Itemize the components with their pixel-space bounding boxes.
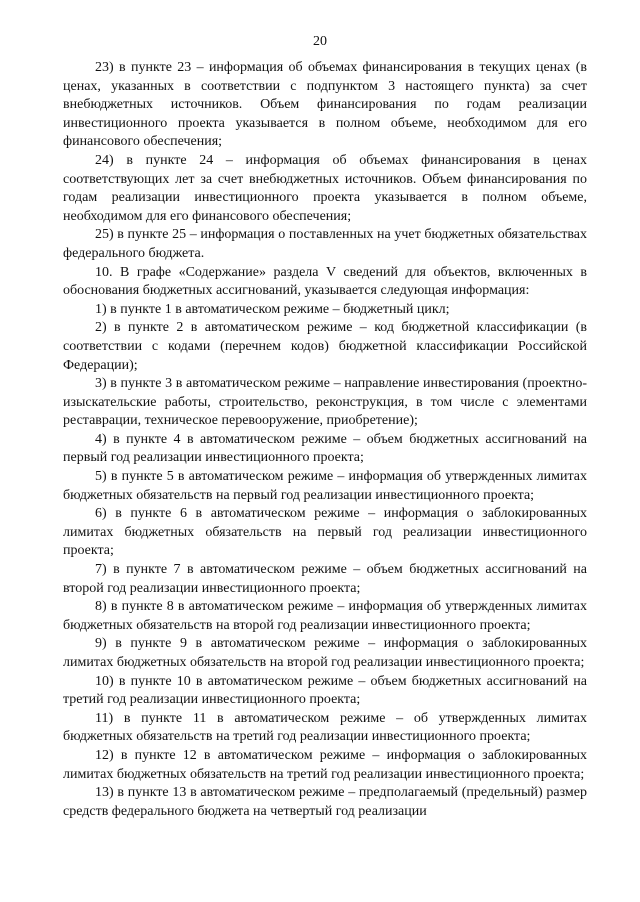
page-number: 20: [313, 34, 327, 49]
paragraph-item-11: 11) в пункте 11 в автоматическом режиме – об утвержденных лимитах бюджетных обязательств на третий год реализации инвестиционного проекта;: [63, 710, 587, 745]
paragraph-item-8: 8) в пункте 8 в автоматическом режиме – информация об утвержденных лимитах бюджетных обязательств на второй год реализации инвестиционного проекта;: [63, 599, 587, 633]
paragraph-section-10: 10. В графе «Содержание» раздела V сведений для объектов, включенных в обоснования бюджетных ассигнований, указывается следующая информация:: [63, 264, 587, 299]
paragraph-item-25: 25) в пункте 25 – информация о поставленных на учет бюджетных обязательствах федерального бюджета.: [63, 227, 587, 261]
paragraph-item-23: 23) в пункте 23 – информация об объемах финансирования в текущих ценах (в ценах, указанных в соответствии с подпунктом 3 настоящего пункта) за счет внебюджетных источников. Объем финансирования по годам реализации инвестиционного проекта указывается в полном объеме, необходимом для его финансового обеспечения;: [63, 60, 587, 150]
paragraph-item-13: 13) в пункте 13 в автоматическом режиме – предполагаемый (предельный) размер средств федерального бюджета на четвертый год реализации: [63, 785, 587, 819]
paragraph-item-5: 5) в пункте 5 в автоматическом режиме – информация об утвержденных лимитах бюджетных обязательств на первый год реализации инвестиционного проекта;: [63, 469, 587, 503]
paragraph-item-7: 7) в пункте 7 в автоматическом режиме – объем бюджетных ассигнований на второй год реализации инвестиционного проекта;: [63, 562, 587, 596]
paragraph-item-24: 24) в пункте 24 – информация об объемах финансирования в ценах соответствующих лет за счет внебюджетных источников. Объем финансирования по годам реализации инвестиционного проекта указывается в полном объеме, необходимом для его финансового обеспечения;: [63, 152, 587, 224]
paragraph-item-9: 9) в пункте 9 в автоматическом режиме – информация о заблокированных лимитах бюджетных обязательств на второй год реализации инвестиционного проекта;: [63, 636, 587, 670]
paragraph-item-1: 1) в пункте 1 в автоматическом режиме – бюджетный цикл;: [95, 301, 450, 317]
paragraph-item-10: 10) в пункте 10 в автоматическом режиме – объем бюджетных ассигнований на третий год реализации инвестиционного проекта;: [63, 673, 587, 708]
paragraph-item-4: 4) в пункте 4 в автоматическом режиме – объем бюджетных ассигнований на первый год реализации инвестиционного проекта;: [63, 431, 587, 466]
paragraph-item-6: 6) в пункте 6 в автоматическом режиме – информация о заблокированных лимитах бюджетных обязательств на первый год реализации инвестиционного проекта;: [63, 506, 587, 559]
paragraph-item-12: 12) в пункте 12 в автоматическом режиме – информация о заблокированных лимитах бюджетных обязательств на третий год реализации инвестиционного проекта;: [63, 747, 587, 782]
paragraph-item-3: 3) в пункте 3 в автоматическом режиме – направление инвестирования (проектно-изыскательские работы, строительство, реконструкция, в том числе с элементами реставрации, техническое перевооружение, приобретение);: [63, 376, 587, 429]
paragraph-item-2: 2) в пункте 2 в автоматическом режиме – код бюджетной классификации (в соответствии с кодами (перечнем кодов) бюджетной классификации Российской Федерации);: [63, 320, 587, 373]
document-body: [63, 59, 587, 821]
